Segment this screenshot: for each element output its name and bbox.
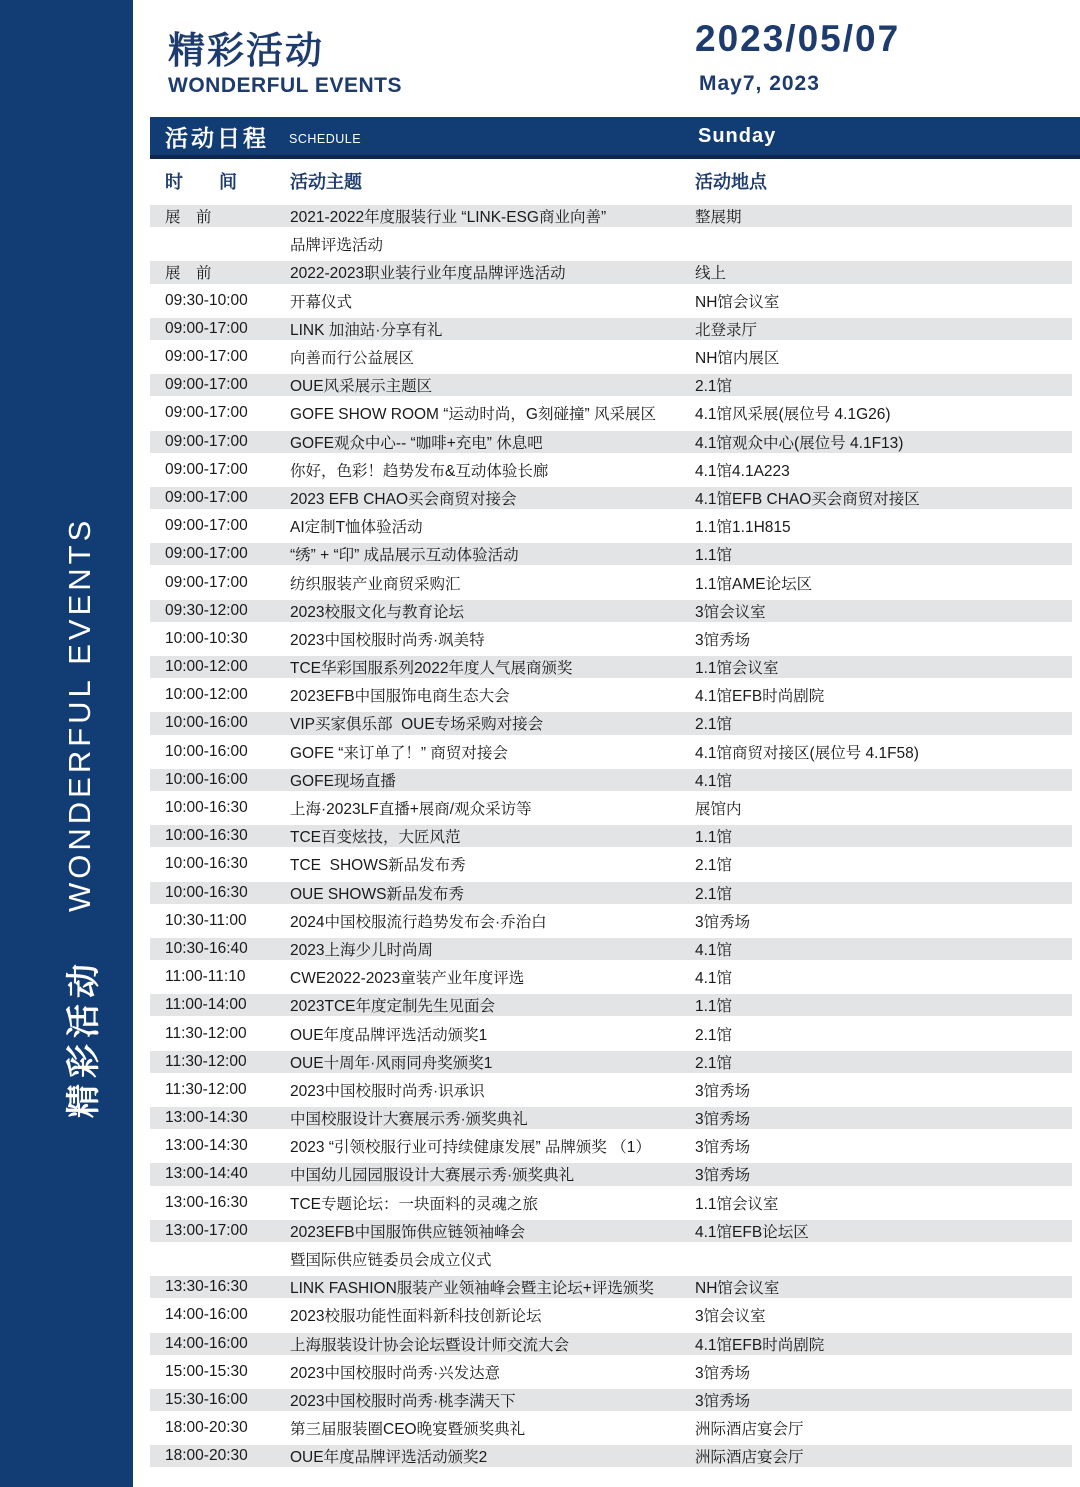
- cell-time: 09:00-17:00: [165, 404, 248, 422]
- cell-theme: TCE专题论坛：一块面料的灵魂之旅: [290, 1195, 539, 1213]
- cell-location: 2.1馆: [695, 378, 733, 396]
- cell-time: 11:30-12:00: [165, 1024, 247, 1042]
- table-row: [150, 568, 1072, 596]
- cell-theme: 上海服装设计协会论坛暨设计师交流大会: [290, 1336, 570, 1354]
- table-row: [150, 1132, 1072, 1160]
- cell-time: 11:30-12:00: [165, 1052, 247, 1070]
- page-title: 精彩活动: [168, 30, 324, 71]
- table-row: [150, 681, 1072, 709]
- cell-location: 3馆会议室: [695, 603, 766, 621]
- cell-location: 1.1馆: [695, 998, 733, 1016]
- table-row: [150, 822, 1072, 850]
- cell-theme: 2023校服文化与教育论坛: [290, 603, 464, 621]
- cell-theme: GOFE现场直播: [290, 772, 396, 790]
- cell-theme: 2023中国校服时尚秀·兴发达意: [290, 1364, 501, 1382]
- cell-theme: GOFE观众中心-- “咖啡+充电” 休息吧: [290, 434, 543, 452]
- cell-location: 4.1馆EFB论坛区: [695, 1223, 809, 1241]
- table-row: [150, 991, 1072, 1019]
- table-row: [150, 1048, 1072, 1076]
- cell-time: 13:00-14:30: [165, 1109, 248, 1127]
- cell-time: 11:30-12:00: [165, 1080, 247, 1098]
- table-row: [150, 907, 1072, 935]
- cell-theme: AI定制T恤体验活动: [290, 519, 423, 537]
- cell-location: NH馆会议室: [695, 1280, 780, 1298]
- cell-theme: 2024中国校服流行趋势发布会·乔治白: [290, 913, 547, 931]
- sidebar-title-en: WONDERFUL EVENTS: [62, 516, 97, 912]
- cell-theme: 2023 EFB CHAO买会商贸对接会: [290, 490, 517, 508]
- cell-theme: 2021-2022年度服装行业 “LINK-ESG商业向善”: [290, 209, 607, 227]
- table-row: [150, 456, 1072, 484]
- cell-theme: 向善而行公益展区: [290, 350, 415, 368]
- cell-location: 2.1馆: [695, 857, 733, 875]
- cell-time: 15:30-16:00: [165, 1390, 248, 1408]
- cell-time: 09:00-17:00: [165, 376, 248, 394]
- cell-time: 18:00-20:30: [165, 1447, 248, 1465]
- cell-time: 09:00-17:00: [165, 348, 248, 366]
- cell-time: 10:30-16:40: [165, 939, 248, 957]
- table-row: [150, 315, 1072, 343]
- cell-time: 18:00-20:30: [165, 1419, 248, 1437]
- page-header: [150, 0, 1080, 117]
- cell-theme: OUE年度品牌评选活动颁奖2: [290, 1449, 488, 1467]
- cell-time: 10:00-16:30: [165, 855, 248, 873]
- table-row: [150, 935, 1072, 963]
- table-row: [150, 399, 1072, 427]
- cell-theme: TCE华彩国服系列2022年度人气展商颁奖: [290, 660, 573, 678]
- cell-location: 4.1馆EFB时尚剧院: [695, 688, 825, 706]
- cell-location: 3馆秀场: [695, 631, 751, 649]
- table-row: [150, 1358, 1072, 1386]
- cell-theme: TCE百变炫技，大匠风范: [290, 829, 461, 847]
- cell-time: 09:00-17:00: [165, 545, 248, 563]
- cell-location: 2.1馆: [695, 885, 733, 903]
- table-row: [150, 1386, 1072, 1414]
- table-row: [150, 1442, 1072, 1470]
- cell-location: 3馆秀场: [695, 1082, 751, 1100]
- sidebar-vertical-text: [58, 438, 102, 1118]
- date-english: May7, 2023: [699, 72, 820, 95]
- cell-theme: OUE风采展示主题区: [290, 378, 433, 396]
- table-row: [150, 794, 1072, 822]
- cell-location: 3馆秀场: [695, 1167, 751, 1185]
- cell-location: 4.1馆EFB CHAO买会商贸对接区: [695, 490, 920, 508]
- cell-theme: 你好，色彩！趋势发布&互动体验长廊: [290, 462, 549, 480]
- cell-theme: 纺织服装产业商贸采购汇: [290, 575, 461, 593]
- table-row: [150, 1330, 1072, 1358]
- cell-location: 北登录厅: [695, 321, 758, 339]
- cell-time: 13:00-17:00: [165, 1221, 248, 1239]
- cell-time: 11:00-11:10: [165, 968, 246, 986]
- cell-location: 4.1馆商贸对接区(展位号 4.1F58): [695, 744, 919, 762]
- cell-theme: TCE SHOWS新品发布秀: [290, 857, 466, 875]
- cell-location: 4.1馆风采展(展位号 4.1G26): [695, 406, 891, 424]
- cell-location: 整展期: [695, 209, 742, 227]
- table-row: [150, 1189, 1072, 1217]
- cell-time: 10:00-16:30: [165, 883, 248, 901]
- cell-time: 13:00-16:30: [165, 1193, 248, 1211]
- content: [150, 0, 1080, 1487]
- cell-theme: 中国校服设计大赛展示秀·颁奖典礼: [290, 1111, 528, 1129]
- cell-theme: VIP买家俱乐部 OUE专场采购对接会: [290, 716, 544, 734]
- cell-location: 4.1馆: [695, 772, 733, 790]
- table-row: [150, 653, 1072, 681]
- table-row: [150, 540, 1072, 568]
- cell-location: 3馆秀场: [695, 1139, 751, 1157]
- cell-location: 线上: [695, 265, 727, 283]
- cell-location: 1.1馆: [695, 547, 733, 565]
- cell-location: 2.1馆: [695, 1054, 733, 1072]
- cell-time: 15:00-15:30: [165, 1362, 248, 1380]
- cell-location: 3馆秀场: [695, 913, 751, 931]
- cell-time: 14:00-16:00: [165, 1334, 248, 1352]
- cell-location: 2.1馆: [695, 1026, 733, 1044]
- sidebar-title-cn: 精彩活动: [64, 958, 103, 1118]
- table-row: [150, 1414, 1072, 1442]
- cell-time: 13:00-14:30: [165, 1137, 248, 1155]
- cell-time: 10:00-16:00: [165, 742, 248, 760]
- table-row: [150, 879, 1072, 907]
- table-row: [150, 1217, 1072, 1245]
- cell-time: 展 前: [165, 265, 212, 283]
- table-row: [150, 512, 1072, 540]
- cell-theme: OUE SHOWS新品发布秀: [290, 885, 464, 903]
- table-row: [150, 1076, 1072, 1104]
- cell-theme: 2023中国校服时尚秀·桃李满天下: [290, 1392, 516, 1410]
- cell-location: 4.1馆: [695, 941, 733, 959]
- cell-theme: 2023TCE年度定制先生见面会: [290, 998, 495, 1016]
- cell-theme: 上海·2023LF直播+展商/观众采访等: [290, 801, 532, 819]
- table-row: [150, 1104, 1072, 1132]
- cell-theme: 品牌评选活动: [290, 237, 384, 255]
- table-row: [150, 1019, 1072, 1047]
- cell-time: 14:00-16:00: [165, 1306, 248, 1324]
- cell-theme: 2023 “引领校服行业可持续健康发展” 品牌颁奖 （1）: [290, 1139, 651, 1157]
- cell-theme: 2023中国校服时尚秀·飒美特: [290, 631, 485, 649]
- cell-time: 13:00-14:40: [165, 1165, 248, 1183]
- cell-theme: LINK FASHION服装产业领袖峰会暨主论坛+评选颁奖: [290, 1280, 654, 1298]
- cell-time: 09:00-17:00: [165, 517, 248, 535]
- cell-theme: 2023中国校服时尚秀·识承识: [290, 1082, 485, 1100]
- cell-location: 2.1馆: [695, 716, 733, 734]
- table-row: [150, 625, 1072, 653]
- cell-time: 09:30-10:00: [165, 291, 248, 309]
- cell-time: 09:00-17:00: [165, 319, 248, 337]
- cell-location: 3馆秀场: [695, 1364, 751, 1382]
- cell-theme: 暨国际供应链委员会成立仪式: [290, 1252, 492, 1270]
- cell-location: 1.1馆: [695, 829, 733, 847]
- table-row: [150, 484, 1072, 512]
- cell-location: 3馆会议室: [695, 1308, 766, 1326]
- cell-theme: 2022-2023职业装行业年度品牌评选活动: [290, 265, 566, 283]
- table-row: [150, 738, 1072, 766]
- table-row: [150, 850, 1072, 878]
- cell-time: 10:00-16:00: [165, 714, 248, 732]
- cell-time: 09:00-17:00: [165, 488, 248, 506]
- table-row: [150, 709, 1072, 737]
- table-row: [150, 287, 1072, 315]
- schedule-bar-title: 活动日程: [165, 124, 269, 151]
- table-row: [150, 343, 1072, 371]
- cell-theme: 中国幼儿园园服设计大赛展示秀·颁奖典礼: [290, 1167, 575, 1185]
- date-numeric: 2023/05/07: [695, 18, 901, 59]
- table-row: [150, 428, 1072, 456]
- cell-time: 09:00-17:00: [165, 573, 248, 591]
- schedule-bar: [150, 117, 1080, 159]
- cell-time: 10:00-16:00: [165, 770, 248, 788]
- cell-location: NH馆内展区: [695, 350, 780, 368]
- cell-theme: OUE十周年·风雨同舟奖颁奖1: [290, 1054, 493, 1072]
- cell-theme: GOFE SHOW ROOM “运动时尚，G刻碰撞” 风采展区: [290, 406, 656, 424]
- cell-location: 展馆内: [695, 801, 742, 819]
- table-row: [150, 597, 1072, 625]
- cell-time: 展 前: [165, 209, 212, 227]
- cell-theme: 第三届服装圈CEO晚宴暨颁奖典礼: [290, 1421, 526, 1439]
- table-row: [150, 1245, 1072, 1273]
- cell-theme: 2023EFB中国服饰电商生态大会: [290, 688, 510, 706]
- cell-location: 4.1馆观众中心(展位号 4.1F13): [695, 434, 904, 452]
- table-row: [150, 1301, 1072, 1329]
- cell-location: 1.1馆1.1H815: [695, 519, 791, 537]
- table-row: [150, 371, 1072, 399]
- cell-time: 13:30-16:30: [165, 1278, 248, 1296]
- table-row: [150, 766, 1072, 794]
- table-row: [150, 258, 1072, 286]
- cell-theme: 开幕仪式: [290, 293, 353, 311]
- cell-time: 09:30-12:00: [165, 601, 248, 619]
- cell-time: 09:00-17:00: [165, 460, 248, 478]
- cell-location: 1.1馆AME论坛区: [695, 575, 813, 593]
- cell-time: 11:00-14:00: [165, 996, 247, 1014]
- cell-theme: LINK 加油站·分享有礼: [290, 321, 443, 339]
- cell-time: 10:30-11:00: [165, 911, 247, 929]
- cell-location: 4.1馆: [695, 970, 733, 988]
- cell-location: 1.1馆会议室: [695, 1195, 779, 1213]
- cell-location: 3馆秀场: [695, 1111, 751, 1129]
- cell-location: 4.1馆EFB时尚剧院: [695, 1336, 825, 1354]
- cell-theme: “绣” + “印” 成品展示互动体验活动: [290, 547, 519, 565]
- cell-time: 10:00-12:00: [165, 658, 248, 676]
- table-row: [150, 963, 1072, 991]
- cell-location: NH馆会议室: [695, 293, 780, 311]
- schedule-bar-weekday: Sunday: [698, 124, 777, 147]
- table-row: [150, 202, 1072, 230]
- cell-location: 洲际酒店宴会厅: [695, 1421, 804, 1439]
- table-header: [150, 163, 1080, 199]
- cell-time: 10:00-10:30: [165, 629, 248, 647]
- sidebar: [0, 0, 133, 1487]
- cell-theme: CWE2022-2023童装产业年度评选: [290, 970, 525, 988]
- cell-time: 10:00-12:00: [165, 686, 248, 704]
- cell-theme: 2023上海少儿时尚周: [290, 941, 433, 959]
- cell-theme: GOFE “来订单了！” 商贸对接会: [290, 744, 508, 762]
- cell-time: 10:00-16:30: [165, 799, 248, 817]
- cell-location: 1.1馆会议室: [695, 660, 779, 678]
- column-header-theme: 活动主题: [290, 172, 362, 192]
- page-subtitle: WONDERFUL EVENTS: [168, 74, 402, 97]
- cell-location: 3馆秀场: [695, 1392, 751, 1410]
- schedule-bar-subtitle: SCHEDULE: [289, 132, 362, 146]
- cell-theme: 2023EFB中国服饰供应链领袖峰会: [290, 1223, 526, 1241]
- table-row: [150, 1273, 1072, 1301]
- column-header-time: 时 间: [165, 172, 237, 192]
- cell-theme: OUE年度品牌评选活动颁奖1: [290, 1026, 488, 1044]
- cell-theme: 2023校服功能性面料新科技创新论坛: [290, 1308, 542, 1326]
- column-header-location: 活动地点: [695, 172, 767, 192]
- schedule-table: [150, 202, 1072, 1470]
- table-row: [150, 1160, 1072, 1188]
- cell-location: 4.1馆4.1A223: [695, 462, 790, 480]
- cell-time: 10:00-16:30: [165, 827, 248, 845]
- table-row: [150, 230, 1072, 258]
- cell-location: 洲际酒店宴会厅: [695, 1449, 804, 1467]
- cell-time: 09:00-17:00: [165, 432, 248, 450]
